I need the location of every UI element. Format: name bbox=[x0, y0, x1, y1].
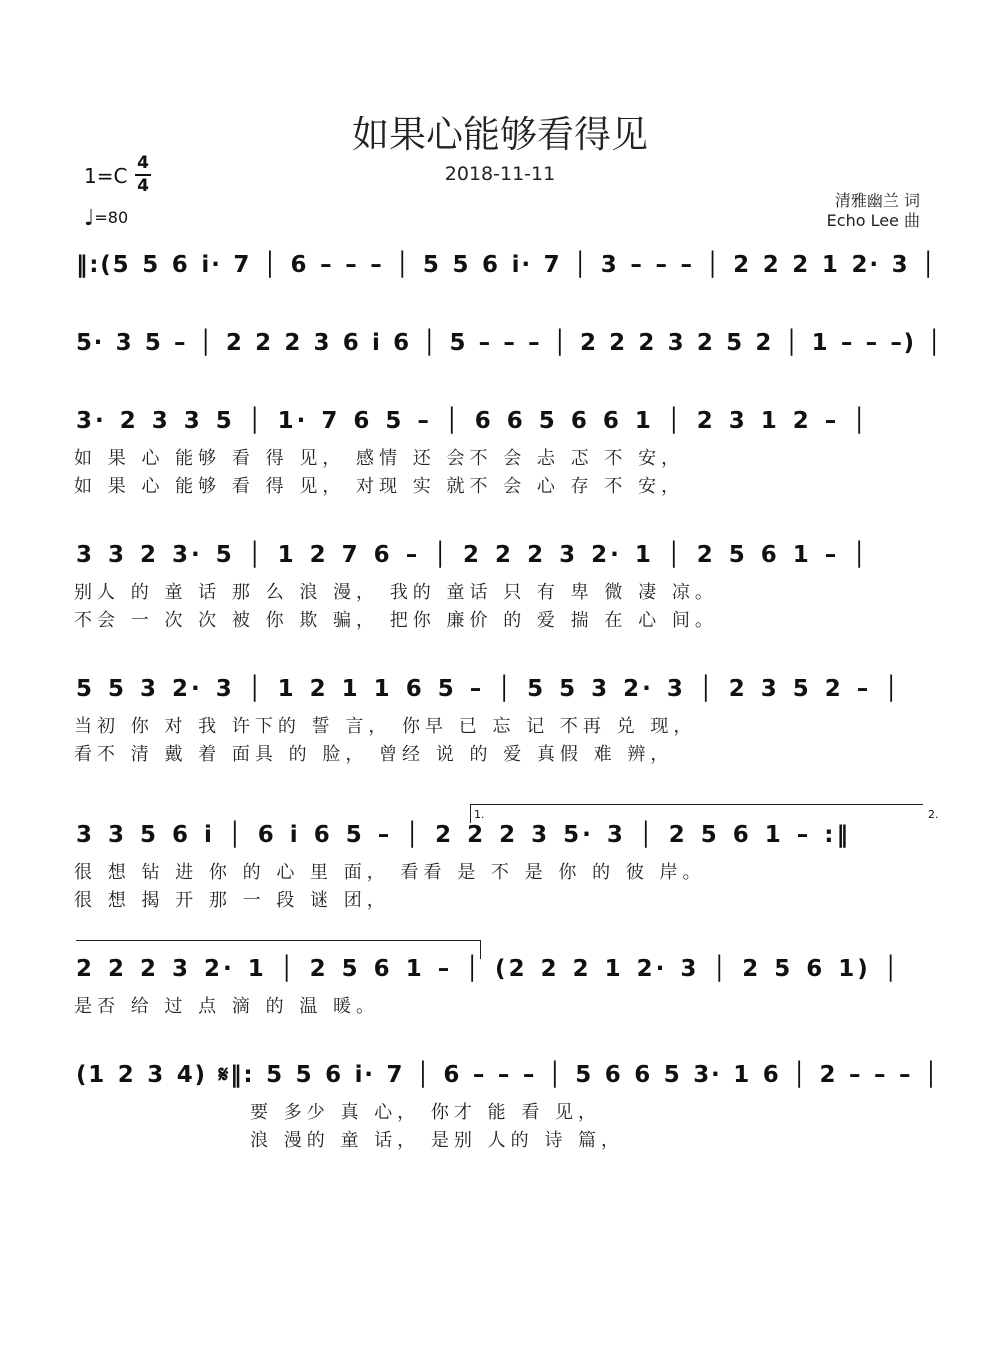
tempo-marking bbox=[84, 206, 128, 231]
notation-line: 3· 2 3 3 5 │ 1· 7 6 5 – │ 6 6 5 6 6 1 │ 2 3 1 2 – │ bbox=[76, 408, 870, 434]
lyricist-credit: 清雅幽兰 词 bbox=[834, 191, 920, 210]
notation-line: 2 2 2 3 2· 1 │ 2 5 6 1 – │ (2 2 2 1 2· 3 │ 2 5 6 1) │ bbox=[76, 956, 901, 982]
lyric-verse-1: 当初 你 对 我 许下的 誓 言， 你早 已 忘 记 不再 兑 现， bbox=[74, 716, 697, 737]
song-title: 如果心能够看得见 bbox=[352, 113, 648, 156]
notation-line: 3 3 2 3· 5 │ 1 2 7 6 – │ 2 2 2 3 2· 1 │ 2 5 6 1 – │ bbox=[76, 542, 870, 568]
lyric-verse-1: 别人 的 童 话 那 么 浪 漫， 我的 童话 只 有 卑 微 凄 凉。 bbox=[74, 582, 718, 603]
lyric-verse-1: 要 多少 真 心， 你才 能 看 见， bbox=[250, 1102, 602, 1123]
tempo-value: =80 bbox=[94, 208, 129, 227]
meter-bottom: 4 bbox=[137, 176, 149, 196]
first-ending-number: 1. bbox=[474, 808, 485, 821]
lyric-verse-2: 如 果 心 能够 看 得 见， 对现 实 就不 会 心 存 不 安， bbox=[74, 476, 685, 497]
second-ending-number: 2. bbox=[928, 808, 939, 821]
lyric-verse-2: 看不 清 戴 着 面具 的 脸， 曾经 说 的 爱 真假 难 辨， bbox=[74, 744, 674, 765]
notation-line: 5 5 3 2· 3 │ 1 2 1 1 6 5 – │ 5 5 3 2· 3 │ 2 3 5 2 – │ bbox=[76, 676, 902, 702]
notation-line: (1 2 3 4) 𝄋‖: 5 5 6 i· 7 │ 6 – – – │ 5 6 6 5 3· 1 6 │ 2 – – – │ bbox=[76, 1062, 940, 1088]
lyric-verse-2: 不会 一 次 次 被 你 欺 骗， 把你 廉价 的 爱 揣 在 心 间。 bbox=[74, 610, 718, 631]
composer-credit: Echo Lee 曲 bbox=[826, 211, 920, 230]
notation-line: ‖:(5 5 6 i· 7 │ 6 – – – │ 5 5 6 i· 7 │ 3 – – – │ 2 2 2 1 2· 3 │ bbox=[76, 252, 937, 278]
time-signature bbox=[135, 154, 151, 196]
key-signature: 1=C bbox=[84, 164, 128, 188]
lyric-verse-1: 是否 给 过 点 滴 的 温 暖。 bbox=[74, 996, 380, 1017]
lyric-verse-2: 浪 漫的 童 话， 是别 人的 诗 篇， bbox=[250, 1130, 625, 1151]
meter-top: 4 bbox=[137, 153, 149, 173]
lyric-verse-2: 很 想 揭 开 那 一 段 谜 团， bbox=[74, 890, 390, 911]
first-ending-bracket bbox=[470, 804, 923, 823]
lyric-verse-1: 很 想 钻 进 你 的 心 里 面， 看看 是 不 是 你 的 彼 岸。 bbox=[74, 862, 706, 883]
song-date: 2018-11-11 bbox=[444, 163, 556, 185]
quarter-note-icon: ♩ bbox=[84, 206, 95, 231]
lyric-verse-1: 如 果 心 能够 看 得 见， 感情 还 会不 会 忐 忑 不 安， bbox=[74, 448, 685, 469]
notation-line: 5· 3 5 – │ 2 2 2 3 6 i 6 │ 5 – – – │ 2 2 2 3 2 5 2 │ 1 – – –) │ bbox=[76, 330, 943, 356]
notation-line: 3 3 5 6 i │ 6 i 6 5 – │ 2 2 2 3 5· 3 │ 2 5 6 1 – :‖ bbox=[76, 822, 851, 848]
